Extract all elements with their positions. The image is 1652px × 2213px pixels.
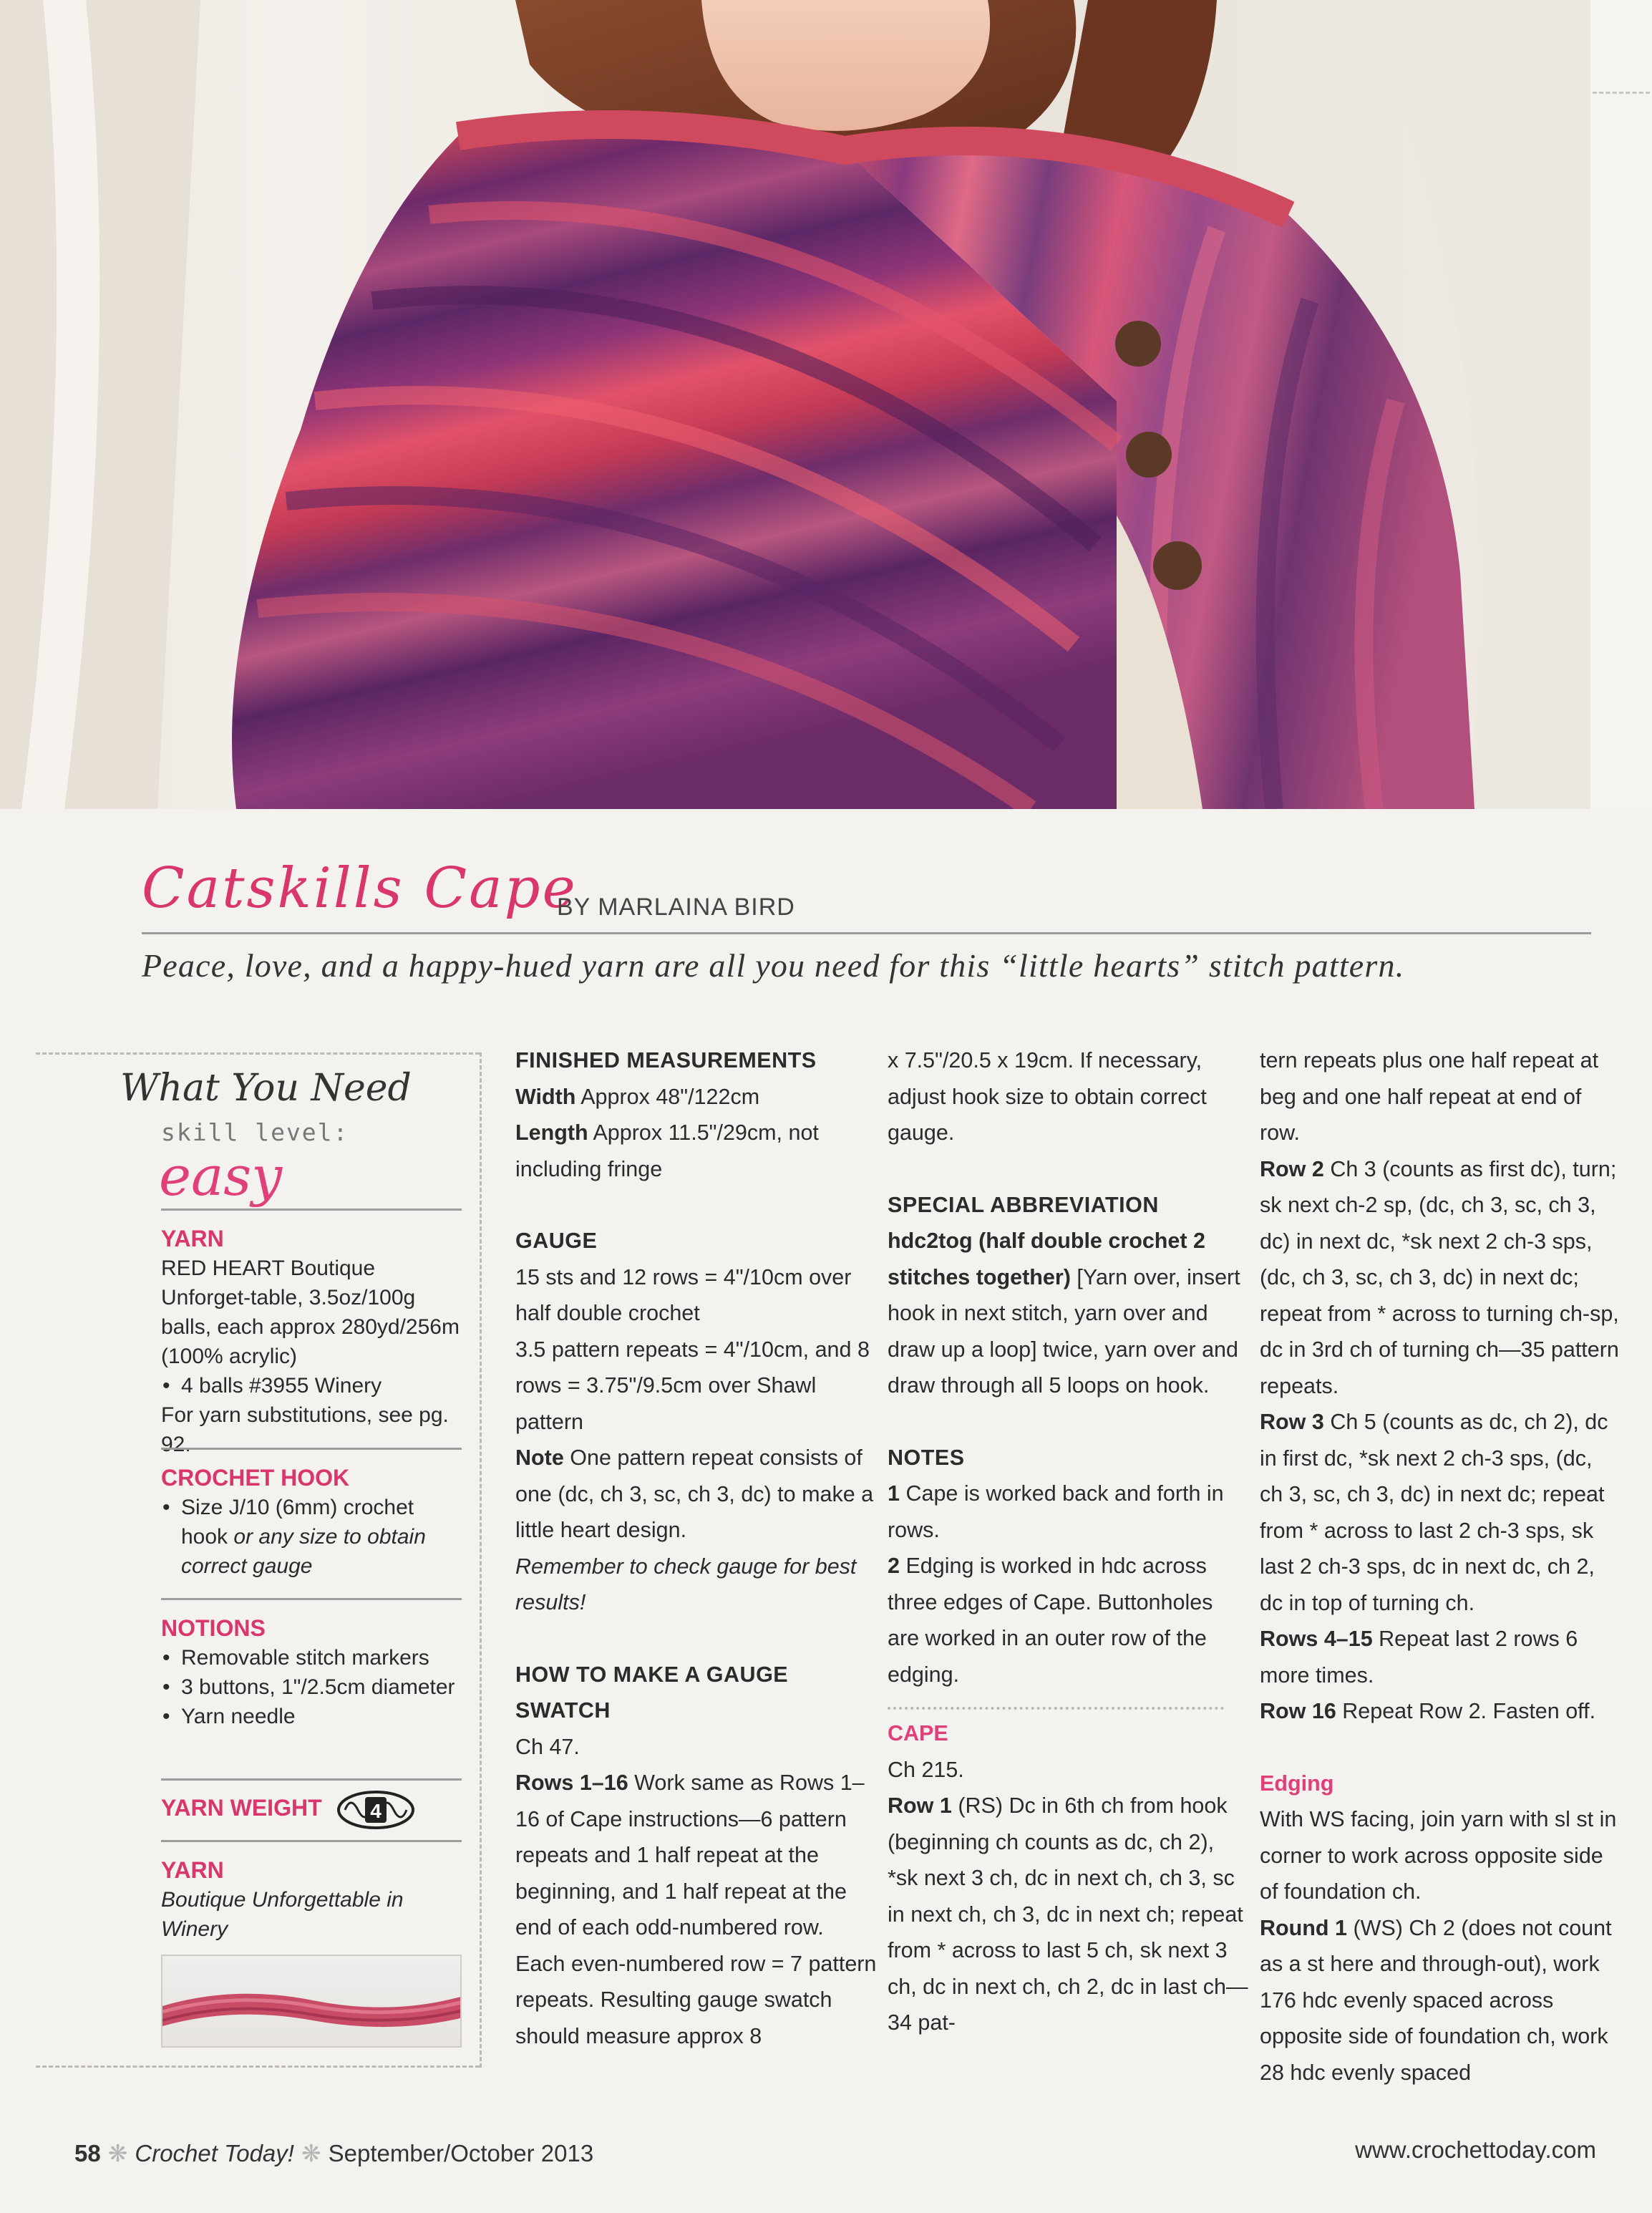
issue-date: September/October 2013 — [328, 2140, 594, 2166]
swatch-ch: Ch 47. — [515, 1734, 580, 1759]
notion-item: • 3 buttons, 1"/2.5cm diameter — [161, 1672, 462, 1702]
edging-text: With WS facing, join yarn with sl st in corner to work across opposite side of foundation ch. — [1260, 1807, 1617, 1904]
yarn-note: For yarn substitutions, see pg. 92. — [161, 1403, 449, 1456]
photo-margin — [1590, 0, 1652, 809]
yarn-sample-name: Boutique Unforgettable in Winery — [161, 1888, 404, 1941]
abbreviation-heading: SPECIAL ABBREVIATION — [888, 1192, 1159, 1217]
star-icon: ❋ — [107, 2140, 128, 2166]
sidebar-rule — [161, 1209, 462, 1211]
swatch-heading: HOW TO MAKE A GAUGE SWATCH — [515, 1662, 789, 1723]
sidebar-rule — [161, 1448, 462, 1450]
page-title: Catskills Cape — [142, 856, 578, 921]
hero-photo — [0, 0, 1590, 809]
notions-label: NOTIONS — [161, 1615, 266, 1641]
title-row — [142, 856, 1591, 935]
column-3 — [1260, 1042, 1621, 2091]
title-divider — [142, 932, 1591, 934]
byline: BY MARLAINA BIRD — [557, 894, 795, 921]
sidebar-heading: What You Need — [120, 1067, 412, 1110]
notes-heading: NOTES — [888, 1445, 965, 1470]
yarn-swatch — [161, 1955, 462, 2048]
cape-heading: CAPE — [888, 1721, 948, 1745]
length-line: Length Approx 11.5"/29cm, not including fringe — [515, 1120, 819, 1181]
notion-item: • Removable stitch markers — [161, 1643, 462, 1672]
margin-dash — [1593, 92, 1650, 94]
gauge-reminder: Remember to check gauge for best results! — [515, 1554, 857, 1614]
abbreviation-def: hdc2tog (half double crochet 2 stitches together) [Yarn over, insert hook in next stitch, yarn over and draw up a loop] twice, yarn over and draw through all 5 loops on hook. — [888, 1229, 1240, 1398]
yarn-sample-section — [161, 1856, 462, 1944]
row-3: Row 3 Ch 5 (counts as dc, ch 2), dc in first dc, *sk next 2 ch-3 sps, (dc, ch 3, sc, ch 3, dc) in next dc; repeat from * across to last 2 ch-3 sps, sk last 2 ch-3 sps, dc in next dc, ch 2, dc in top of turning ch. — [1260, 1410, 1608, 1615]
section-divider — [888, 1707, 1224, 1710]
row-2: Row 2 Ch 3 (counts as first dc), turn; sk next ch-2 sp, (dc, ch 3, sc, ch 3, dc) in next dc, *sk next 2 ch-3 sps, (dc, ch 3, sc, ch 3, dc) in next dc; repeat from * across to turning ch-sp, dc in 3rd ch of turning ch—35 pattern repeats. — [1260, 1156, 1619, 1398]
swatch-cont: x 7.5"/20.5 x 19cm. If necessary, adjust hook size to obtain correct gauge. — [888, 1048, 1207, 1145]
hook-item: • Size J/10 (6mm) crochet hook or any size to obtain correct gauge — [161, 1493, 462, 1581]
page-number: 58 — [74, 2140, 101, 2166]
swatch-even: Each even-numbered row = 7 pattern repeats. Resulting gauge swatch should measure approx 8 — [515, 1951, 877, 2048]
hook-label: CROCHET HOOK — [161, 1465, 350, 1491]
round-1: Round 1 (WS) Ch 2 (does not count as a st here and through-out), work 176 hdc evenly spaced across opposite side of foundation ch, work 28 hdc evenly spaced — [1260, 1915, 1612, 2085]
finished-measurements-heading: FINISHED MEASUREMENTS — [515, 1048, 817, 1072]
hook-section — [161, 1463, 462, 1581]
column-1 — [515, 1042, 877, 2054]
row-1: Row 1 (RS) Dc in 6th ch from hook (beginning ch counts as dc, ch 2), *sk next 3 ch, dc in next ch, ch 3, sc in next ch, ch 3, dc in next ch; repeat from * across to last 5 ch, sk next 3 ch, dc in next ch, ch 2, dc in last ch—34 pat- — [888, 1793, 1248, 2035]
notion-item: • Yarn needle — [161, 1702, 462, 1731]
yarn-weight-icon — [336, 1790, 415, 1830]
yarn-weight-label: YARN WEIGHT — [161, 1794, 322, 1821]
note-2: 2 Edging is worked in hdc across three edges of Cape. Buttonholes are worked in an outer row of the edging. — [888, 1554, 1213, 1687]
column-2 — [888, 1042, 1249, 2041]
cape-ch: Ch 215. — [888, 1757, 964, 1782]
gauge-note: Note One pattern repeat consists of one (dc, ch 3, sc, ch 3, dc) to make a little heart design. — [515, 1446, 874, 1542]
dek: Peace, love, and a happy-hued yarn are all you need for this “little hearts” stitch pattern. — [142, 947, 1405, 984]
yarn-label: YARN — [161, 1226, 224, 1251]
sidebar-rule — [161, 1598, 462, 1600]
skill-level-label: skill level: — [161, 1118, 349, 1146]
svg-text:4: 4 — [370, 1800, 382, 1822]
website-url: www.crochettoday.com — [1355, 2136, 1596, 2163]
sidebar-rule — [161, 1778, 462, 1781]
note-1: 1 Cape is worked back and forth in rows. — [888, 1481, 1224, 1542]
width-line: Width Approx 48"/122cm — [515, 1084, 760, 1109]
yarn-weight-section — [161, 1790, 462, 1830]
magazine-name: Crochet Today! — [135, 2140, 294, 2166]
row-16: Row 16 Repeat Row 2. Fasten off. — [1260, 1699, 1596, 1723]
yarn-item: • 4 balls #3955 Winery — [161, 1371, 462, 1400]
swatch-rows: Rows 1–16 Work same as Rows 1–16 of Cape instructions—6 pattern repeats and 1 half repeat at the beginning, and 1 half repeat at the end of each odd-numbered row. — [515, 1771, 865, 1940]
gauge-heading: GAUGE — [515, 1229, 598, 1253]
skill-level-value: easy — [159, 1144, 283, 1208]
gauge-text-2: 3.5 pattern repeats = 4"/10cm, and 8 rows = 3.75"/9.5cm over Shawl pattern — [515, 1337, 870, 1434]
cape-illustration — [0, 0, 1590, 809]
rows-4-15: Rows 4–15 Repeat last 2 rows 6 more times. — [1260, 1627, 1578, 1687]
notions-section — [161, 1614, 462, 1731]
gauge-text-1: 15 sts and 12 rows = 4"/10cm over half double crochet — [515, 1264, 852, 1325]
yarn-desc: RED HEART Boutique Unforget-table, 3.5oz/100g balls, each approx 280yd/256m (100% acrylic) — [161, 1256, 460, 1368]
yarn-section — [161, 1224, 462, 1459]
yarn-sample-label: YARN — [161, 1857, 224, 1883]
folio — [74, 2139, 593, 2167]
row-1-cont: tern repeats plus one half repeat at beg and one half repeat at end of row. — [1260, 1048, 1599, 1145]
sidebar-rule — [161, 1840, 462, 1842]
star-icon: ❋ — [301, 2140, 321, 2166]
edging-heading: Edging — [1260, 1771, 1334, 1796]
sidebar-divider — [480, 1052, 482, 2068]
